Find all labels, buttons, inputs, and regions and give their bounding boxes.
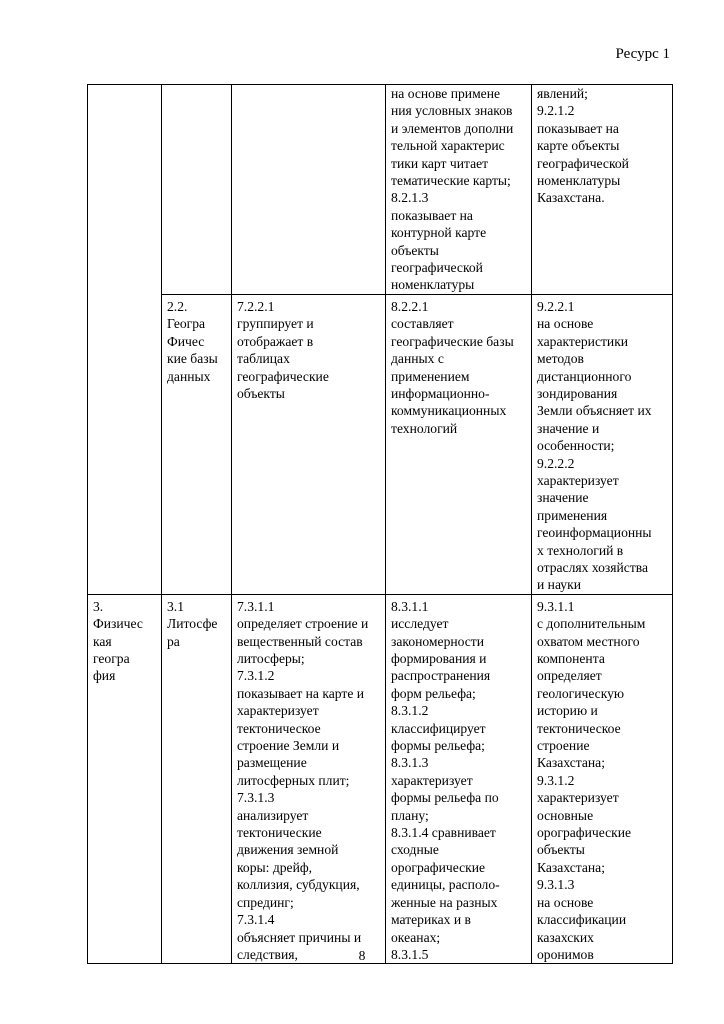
subsection-cell [162,85,232,295]
grade7-cell: 7.2.2.1 группирует и отображает в таблицах географические объекты [232,294,386,594]
page-number: 8 [358,948,366,963]
resource-label: Ресурс 1 [615,46,670,62]
curriculum-table [87,84,673,964]
grade8-cell: 8.3.1.1 исследует закономерности формирования и распространения форм рельефа; 8.3.1.2 классифицирует формы рельефа; 8.3.1.3 характеризует формы рельефа по плану; 8.3.1.4 сравнивает сходные орографические единицы, располо- женные на разных материках и в океанах; 8.3.1.5 [386,594,532,964]
grade9-cell: явлений; 9.2.1.2 показывает на карте объекты географической номенклатуры Казахстана. [532,85,673,295]
grade7-cell: 7.3.1.1 определяет строение и вещественный состав литосферы; 7.3.1.2 показывает на карте и характеризует тектоническое строение Земли и размещение литосферных плит; 7.3.1.3 анализирует тектонические движения земной коры: дрейф, коллизия, субдукция, спрединг; 7.3.1.4 объясняет причины и следствия, [232,594,386,964]
table-row-continued [88,85,673,295]
section-cell [88,85,162,295]
table-row-lithosphere [88,594,673,964]
subsection-cell: 3.1 Литосфе ра [162,594,232,964]
grade7-cell [232,85,386,295]
grade8-cell: 8.2.2.1 составляет географические базы данных с применением информационно- коммуникационных технологий [386,294,532,594]
grade8-cell: на основе примене ния условных знаков и элементов дополни тельной характерис тики карт читает тематические карты; 8.2.1.3 показывает на контурной карте объекты географической номенклатуры [386,85,532,295]
section-cell: 3. Физичес кая геогра фия [88,594,162,964]
subsection-cell: 2.2. Геогра Фичес кие базы данных [162,294,232,594]
grade9-cell: 9.3.1.1 с дополнительным охватом местного компонента определяет геологическую историю и тектоническое строение Казахстана; 9.3.1.2 характеризует основные орографические объекты Казахстана; 9.3.1.3 на основе классификации казахских оронимов [532,594,673,964]
table-row-databases [88,294,673,594]
grade9-cell: 9.2.2.1 на основе характеристики методов дистанционного зондирования Земли объясняет их значение и особенности; 9.2.2.2 характеризует значение применения геоинформационны х технологий в отраслях хозяйства и науки [532,294,673,594]
section-cell [88,294,162,594]
